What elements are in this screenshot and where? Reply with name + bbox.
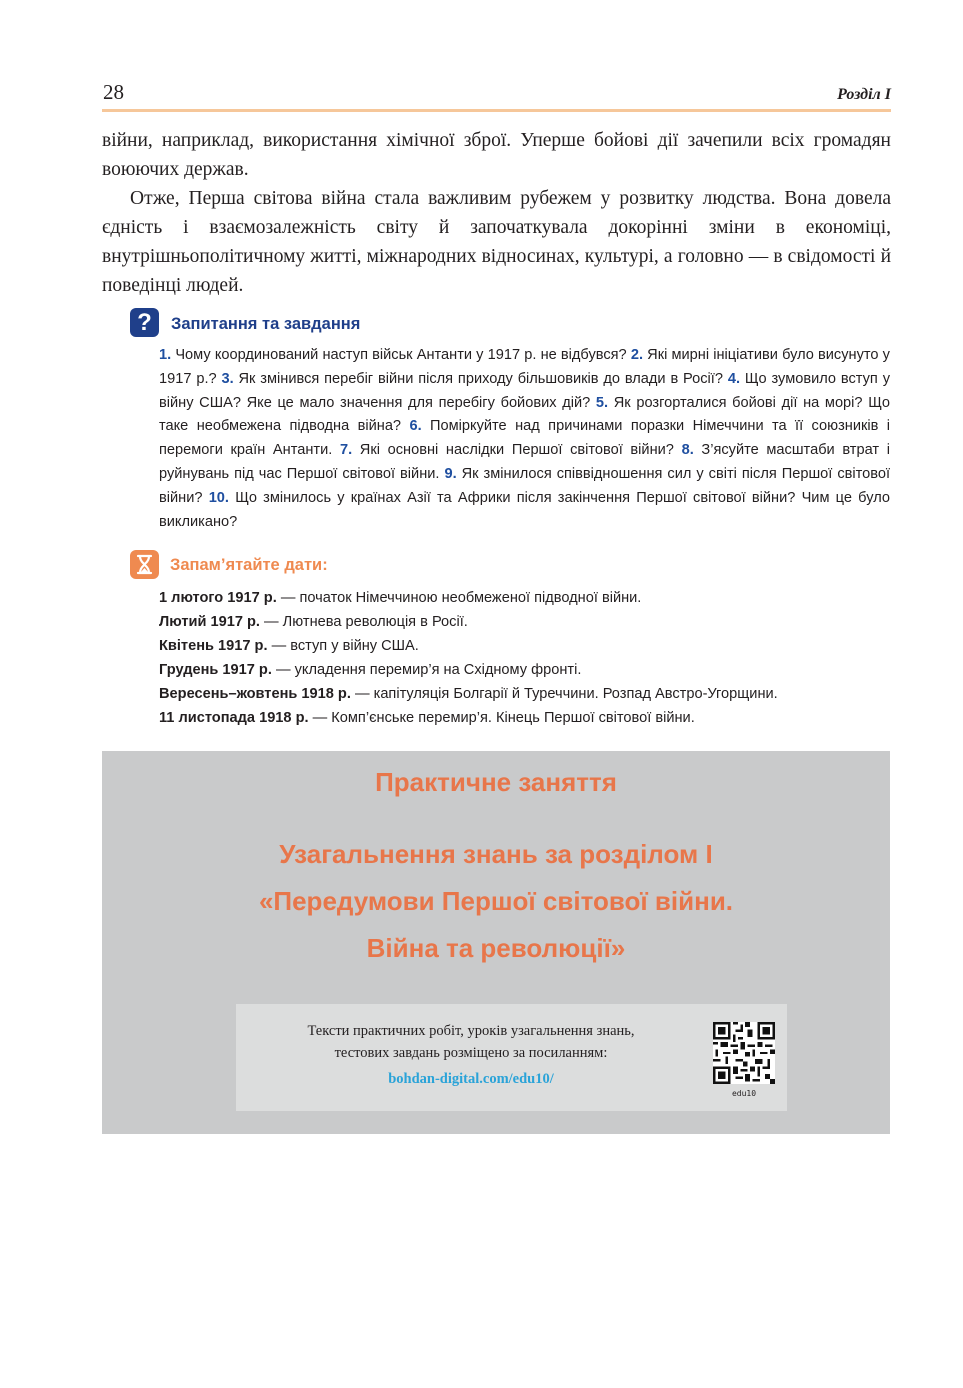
paragraph-1: війни, наприклад, використання хімічної зброї. Уперше бойові дії зачепили всіх громадян воюючих держав. — [102, 130, 891, 180]
date-label: 11 листопада 1918 р. — [159, 710, 309, 726]
body-text — [102, 126, 891, 300]
question-number: 9. — [444, 465, 457, 482]
questions-list — [159, 344, 890, 534]
question-text: Поміркуйте над причинами поразки Німеччини та її союзників і перемоги країн Антанти. — [159, 418, 890, 459]
practice-box — [102, 751, 890, 1134]
resource-link[interactable]: bohdan-digital.com/edu10/ — [388, 1071, 554, 1087]
link-note — [236, 1020, 706, 1064]
question-number: 2. — [630, 347, 643, 363]
date-event: — Комп’єнське перемир’я. Кінець Першої світової війни. — [308, 710, 695, 726]
question-text: Чому координований наступ військ Антанти у 1917 р. не відбувся? — [175, 347, 627, 363]
question-number: 4. — [727, 370, 741, 387]
date-row — [159, 610, 890, 634]
date-row — [159, 658, 890, 682]
date-event: — вступ у війну США. — [267, 638, 419, 654]
question-text: Які основні наслідки Першої світової війни? — [359, 442, 674, 459]
question-text: Які мирні ініціативи було висунуто у 1917 р.? — [159, 347, 890, 387]
header-rule — [102, 109, 891, 112]
question-text: Що зумовило вступ у війну США? Яке це мало значення для перебігу бойових дій? — [159, 370, 890, 411]
practice-subtitle-line: «Передумови Першої світової війни. — [258, 886, 734, 916]
question-number: 8. — [681, 442, 694, 459]
date-label: Грудень 1917 р. — [159, 662, 272, 678]
page-number: 28 — [103, 80, 124, 104]
section-name: Розділ I — [837, 86, 891, 103]
question-number: 3. — [221, 370, 234, 387]
link-note-line: тестових завдань розміщено за посиланням: — [334, 1045, 608, 1061]
date-label: Лютий 1917 р. — [159, 614, 260, 630]
dates-heading: Запам’ятайте дати: — [170, 556, 328, 574]
date-label: Вересень–жовтень 1918 р. — [159, 686, 351, 702]
question-text: Як змінилося співвідношення сил у світі після Першої світової війни? — [159, 465, 891, 506]
question-number: 5. — [595, 394, 609, 411]
question-number: 7. — [339, 442, 353, 459]
question-text: Як змінився перебіг війни після приходу більшовиків до влади в Росії? — [238, 370, 723, 387]
question-number: 10. — [208, 489, 229, 506]
date-label: Квітень 1917 р. — [159, 638, 268, 654]
practice-subtitle — [102, 831, 890, 972]
question-mark-icon: ? — [130, 308, 159, 337]
hourglass-icon — [130, 550, 159, 579]
date-label: 1 лютого 1917 р. — [159, 590, 277, 606]
question-number: 1. — [159, 347, 172, 363]
qr-code-icon[interactable] — [713, 1022, 775, 1084]
date-row — [159, 682, 890, 706]
date-row — [159, 706, 890, 730]
date-event: — капітуляція Болгарії й Туреччини. Розпад Австро-Угорщини. — [350, 686, 778, 702]
date-event: — Лютнева революція в Росії. — [259, 614, 468, 630]
practice-subtitle-line: Війна та революції» — [366, 933, 626, 963]
practice-subtitle-line: Узагальнення знань за розділом I — [279, 839, 713, 869]
date-row — [159, 634, 890, 658]
questions-heading: Запитання та завдання — [171, 315, 361, 333]
link-note-line: Тексти практичних робіт, уроків узагальнення знань, — [307, 1023, 635, 1039]
date-row — [159, 586, 890, 610]
dates-list — [159, 586, 890, 730]
question-text: З’ясуйте масштаби втрат і руйнувань під час Першої світової війни. — [159, 442, 890, 482]
practice-title: Практичне заняття — [375, 767, 617, 797]
link-box — [236, 1004, 787, 1111]
question-number: 6. — [409, 418, 422, 435]
date-event: — початок Німеччиною необмеженої підводної війни. — [276, 590, 642, 606]
qr-caption: edu10 — [731, 1089, 757, 1098]
question-text: Як розгорталися бойові дії на морі? Що таке необмежена підводна війна? — [159, 394, 890, 435]
paragraph-2: Отже, Перша світова війна стала важливим рубежем у розвитку людства. Вона довела єдність і взаємозалежність світу й започаткувала докорінні зміни в економіці, внутрішньополітичному житті, міжнародних відносинах, культурі, а головно — в свідомості й поведінці людей. — [102, 188, 891, 296]
date-event: — укладення перемир’я на Східному фронті. — [271, 662, 582, 678]
question-text: Що змінилось у країнах Азії та Африки після закінчення Першої світової війни? Чим це було викликано? — [159, 489, 890, 530]
